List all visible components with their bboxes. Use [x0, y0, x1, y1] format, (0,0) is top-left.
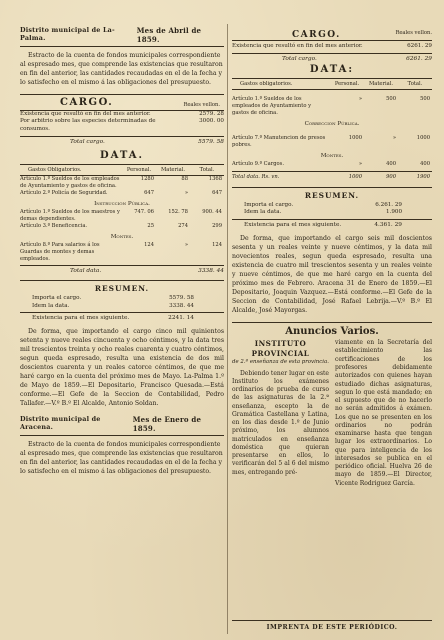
resumen-line: Importa el cargo. 6.261. 29	[244, 201, 402, 208]
resumen-title: RESUMEN.	[20, 280, 224, 293]
resumen-line: Idem la data. 1.900	[244, 209, 402, 216]
resumen-title: RESUMEN.	[232, 187, 432, 200]
data-table-header: Gastos obligatorios. Personal. Material. Total.	[232, 78, 432, 90]
cargo-line: Existencia que resultó en fin del mes anterior. 2579. 28	[20, 110, 224, 117]
institute-subtitle: de 2.ª enseñanza de esta provincia.	[232, 359, 329, 366]
section-subtitle: Montes.	[320, 152, 344, 159]
table-row: Artículo 9.º Cargos. » 400 400	[232, 160, 430, 167]
cargo-line: Por arbitrio sobre las especies determinadas de consumos. 3000. 00	[20, 118, 224, 133]
cargo-total: Total cargo. 6261. 29	[232, 53, 432, 62]
table-row: Artículo 8.º Para salarios á los Guardas de montes y demas empleados. 124 » 124	[20, 241, 222, 262]
district-title: Distrito municipal de Aracena.	[20, 415, 101, 432]
announcement-body	[232, 339, 432, 488]
printer-footer: IMPRENTA DE ESTE PERIÓDICO.	[232, 620, 432, 631]
resumen-existencia: Existencia para el mes siguiente. 4.361. 29	[232, 219, 432, 230]
resumen-existencia: Existencia para el mes siguiente. 2241. 14	[20, 312, 224, 323]
announcements-title: Anuncios Varios.	[232, 322, 432, 337]
intro-text: Estracto de la cuenta de fondos municipales correspondiente al espresado mes, que comprende las existencias que resultaron en fin del anterior, las cantidades recaudadas en el de la fecha y lo satisfecho en el mismo á las obligaciones del presupuesto.	[20, 52, 223, 86]
table-row: Artículo 3.º Beneficencia. 25 274 299	[20, 222, 222, 229]
section-subtitle: Montes.	[110, 233, 134, 240]
resumen-line: Idem la data. 3338. 44	[32, 302, 194, 309]
announcement-text-a: Debiendo tener lugar en este Instituto los exámenes ordinarios de prueba de curso de las asignaturas de la 2.ª enseñanza, escepto la de Gramática Castellana y Latina, en los dias desde 1.º de Junio próximo, los alumnos matriculados en enseñanza doméstica que quieran presentarse en ellos, lo verificarán del 5 al 6 del mismo mes, entregando pré-	[232, 369, 329, 476]
section-subtitle: Correccion Pública.	[304, 120, 360, 127]
cargo-column-label: Reales vellon.	[395, 30, 432, 36]
data-total: Total data. 3338. 44	[20, 265, 224, 274]
district-header-lapalma	[20, 26, 224, 47]
data-title: DATA.	[99, 149, 145, 161]
district-date: Mes de Abril de 1859.	[136, 26, 202, 44]
closing-paragraph: De forma, que importando el cargo seis mil doscientos sesenta y un reales veinte y nueve céntimos, y la data mil novecientos reales, segun queda espresado, resulta una existencia de cuatro mil trescientos sesenta y un reales veinte y nueve céntimos, de que me haré cargo en la cuenta del próximo mes de Febrero. Aracena 31 de Enero de 1859.—El Depositario, Joaquin Vazquez.—Está conforme.—El Gefe de la Seccion de Contabilidad, José Rafael Lebrija.—V.º B.º El Alcalde, José Mayorgas.	[232, 235, 432, 315]
data-title: DATA:	[309, 63, 355, 75]
cargo-title: CARGO.	[60, 96, 114, 108]
section-subtitle: Instruccion Pública.	[94, 200, 150, 207]
data-table-header: Gastos Obligatorios. Personal. Material. Total.	[20, 164, 224, 176]
institute-title: INSTITUTO PROVINCIAL	[251, 339, 310, 359]
announcement-col-b: viamente en la Secretaría del establecimiento las certificaciones de los profesores debidamente autorizados con quienes hayan estudiado dichas asignaturas, segun lo que está mandado; en el supuesto que de no hacerlo no serán admitidos á exámen. Los que no se presenten en los ordinarios no podrán examinarse hasta que tengan lugar los extraordinarios. Lo que para inteligencia de los interesados se publica en el periódico oficial. Huelva 26 de mayo de 1859.—El Director, Vicente Rodriguez García.	[335, 339, 432, 487]
column-divider	[227, 24, 228, 634]
district-date: Mes de Enero de 1859.	[132, 415, 202, 434]
intro-text: Estracto de la cuenta de fondos municipales correspondiente al espresado mes, que comprende las existencias que resultaron en fin del anterior, las cantidades recaudadas en el de la fecha y lo satisfecho en el mismo á las obligaciones del presupuesto.	[20, 441, 223, 476]
table-row: Artículo 2.º Policía de Seguridad. 647 » 647	[20, 189, 222, 196]
cargo-total: Total cargo. 5579. 58	[20, 136, 224, 145]
resumen-line: Importa el cargo. 5579. 58	[32, 294, 194, 301]
cargo-header	[20, 94, 224, 111]
cargo-title: CARGO.	[292, 30, 341, 40]
table-row: Artículo 7.º Manutencion de presos pobres. 1000 » 1000	[232, 134, 430, 148]
district-title: Distrito municipal de La-Palma.	[20, 26, 115, 42]
table-row: Artículo 1.º Sueldos de los empleados de Ayuntamiento y gastos de oficina. 1280 88 1368	[20, 175, 222, 189]
table-row: Artículo 1.º Sueldos de los maestros y demas dependientes. 747. 06 152. 78 900. 44	[20, 208, 222, 222]
cargo-header	[232, 30, 432, 40]
district-header-aracena	[20, 415, 224, 436]
closing-paragraph: De forma, que importando el cargo cinco mil quinientos setenta y nueve reales cincuenta y ocho céntimos, y la data tres mil trescientos treinta y ocho reales cuarenta y cuatro céntimos, segun queda espresado, resulta una existencia de dos mil doscientos cuarenta y un reales catorce céntimos, de que me haré cargo en la cuenta del próximo mes de Mayo. La-Palma 1.º de Mayo de 1859.—El Depositario, Francisco Quesada.—Está conforme.—El Gefe de la Seccion de Contabilidad, Pedro Tallafer.—V.º B.º El Alcalde, Antonio Soldan.	[20, 328, 224, 408]
data-total-row: Total data. Rs. vn. 1000 900 1900	[232, 171, 432, 181]
left-column	[20, 26, 224, 483]
right-column	[232, 30, 432, 488]
table-row: Artículo 1.º Sueldos de los empleados de Ayuntamiento y gastos de oficina. » 500 500	[232, 95, 430, 116]
cargo-column-label: Reales vellon.	[183, 101, 220, 108]
cargo-line: Existencia que resultó en fin del mes anterior. 6261. 29	[232, 40, 432, 51]
announcement-col-a	[232, 339, 329, 488]
